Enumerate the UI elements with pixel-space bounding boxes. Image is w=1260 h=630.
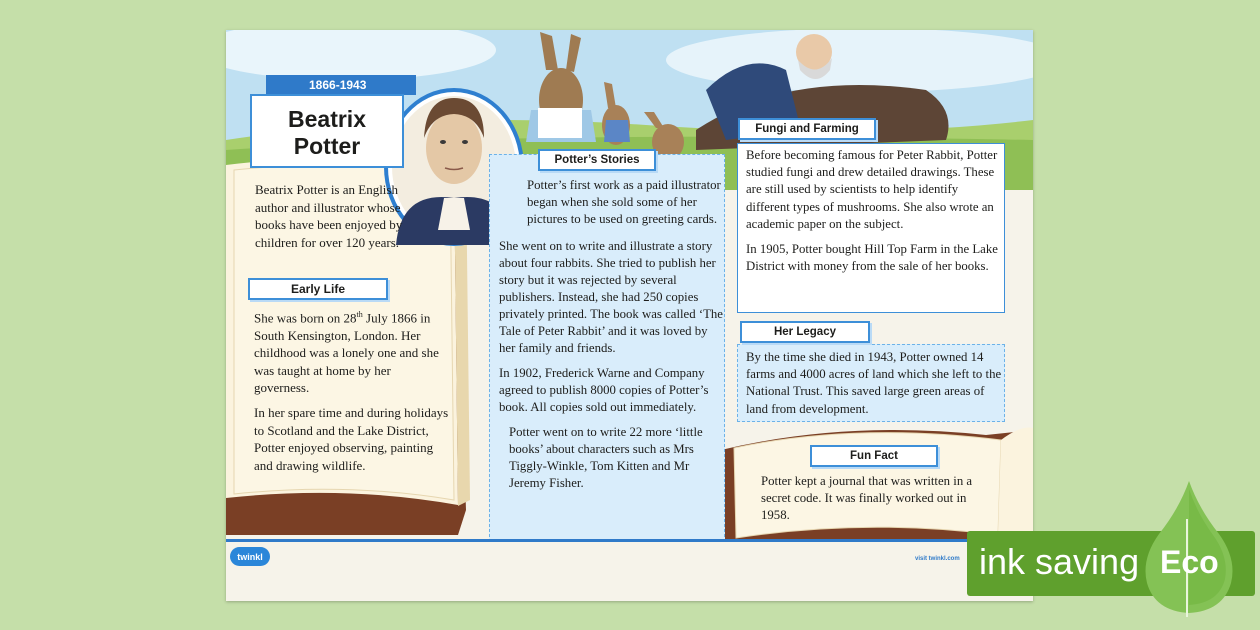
fungi-text <box>746 147 1002 283</box>
fungi-paragraph-2: In 1905, Potter bought Hill Top Farm in the Lake District with money from the sale of her books. <box>746 242 998 274</box>
fun-fact-heading: Fun Fact <box>810 445 938 467</box>
footer-divider <box>226 539 1033 542</box>
fun-fact-paragraph-1: Potter kept a journal that was written in a secret code. It was finally worked out in 1958. <box>761 474 973 523</box>
early-life-heading: Early Life <box>248 278 388 300</box>
early-life-text <box>254 306 449 482</box>
stories-paragraph-3: In 1902, Frederick Warne and Company agreed to publish 8000 copies of Potter’s book. All copies sold out immediately. <box>499 366 709 414</box>
early-life-paragraph-1: She was born on 28th July 1866 in South Kensington, London. Her childhood was a lonely one and she was taught at home by her governess. <box>254 310 439 395</box>
fungi-paragraph-1: Before becoming famous for Peter Rabbit, Potter studied fungi and drew detailed drawings. These are still used by scientists to help identify different types of mushrooms. She also wrote an academic paper on the subject. <box>746 148 998 231</box>
early-life-paragraph-2: In her spare time and during holidays to Scotland and the Lake District, Potter enjoyed observing, painting and drawing wildlife. <box>254 405 449 473</box>
stories-heading: Potter’s Stories <box>538 149 656 171</box>
stories-paragraph-1: Potter’s first work as a paid illustrator began when she sold some of her pictures to be used on greeting cards. <box>527 178 721 226</box>
legacy-paragraph-1: By the time she died in 1943, Potter owned 14 farms and 4000 acres of land which she left to the National Trust. This saved large green areas of land from development. <box>746 350 1002 416</box>
visit-link[interactable]: visit twinkl.com <box>915 556 960 562</box>
stories-paragraph-2: She went on to write and illustrate a story about four rabbits. She tried to publish her story but it was rejected by several publishers. Instead, she had 250 copies privately printed. The book was called ‘The Tale of Peter Rabbit’ and it was loved by her family and friends. <box>499 239 723 355</box>
fun-fact-text <box>761 473 995 533</box>
fungi-heading: Fungi and Farming <box>738 118 876 140</box>
intro-text: Beatrix Potter is an English author and illustrator whose books have been enjoyed by children for over 120 years. <box>255 182 403 250</box>
ink-saving-text: ink saving <box>979 541 1140 582</box>
stories-paragraph-4: Potter went on to write 22 more ‘little books’ about characters such as Mrs Tiggly-Winkle, Tom Kitten and Mr Jeremy Fisher. <box>509 425 703 490</box>
legacy-heading: Her Legacy <box>740 321 870 343</box>
stories-text <box>499 177 723 500</box>
eco-label: Eco <box>1160 544 1219 580</box>
dates-banner: 1866-1943 <box>266 75 416 95</box>
fact-sheet <box>226 30 1033 601</box>
twinkl-logo: twinkl <box>230 547 270 566</box>
page-title: Beatrix Potter <box>250 94 404 168</box>
legacy-text <box>746 349 1002 426</box>
